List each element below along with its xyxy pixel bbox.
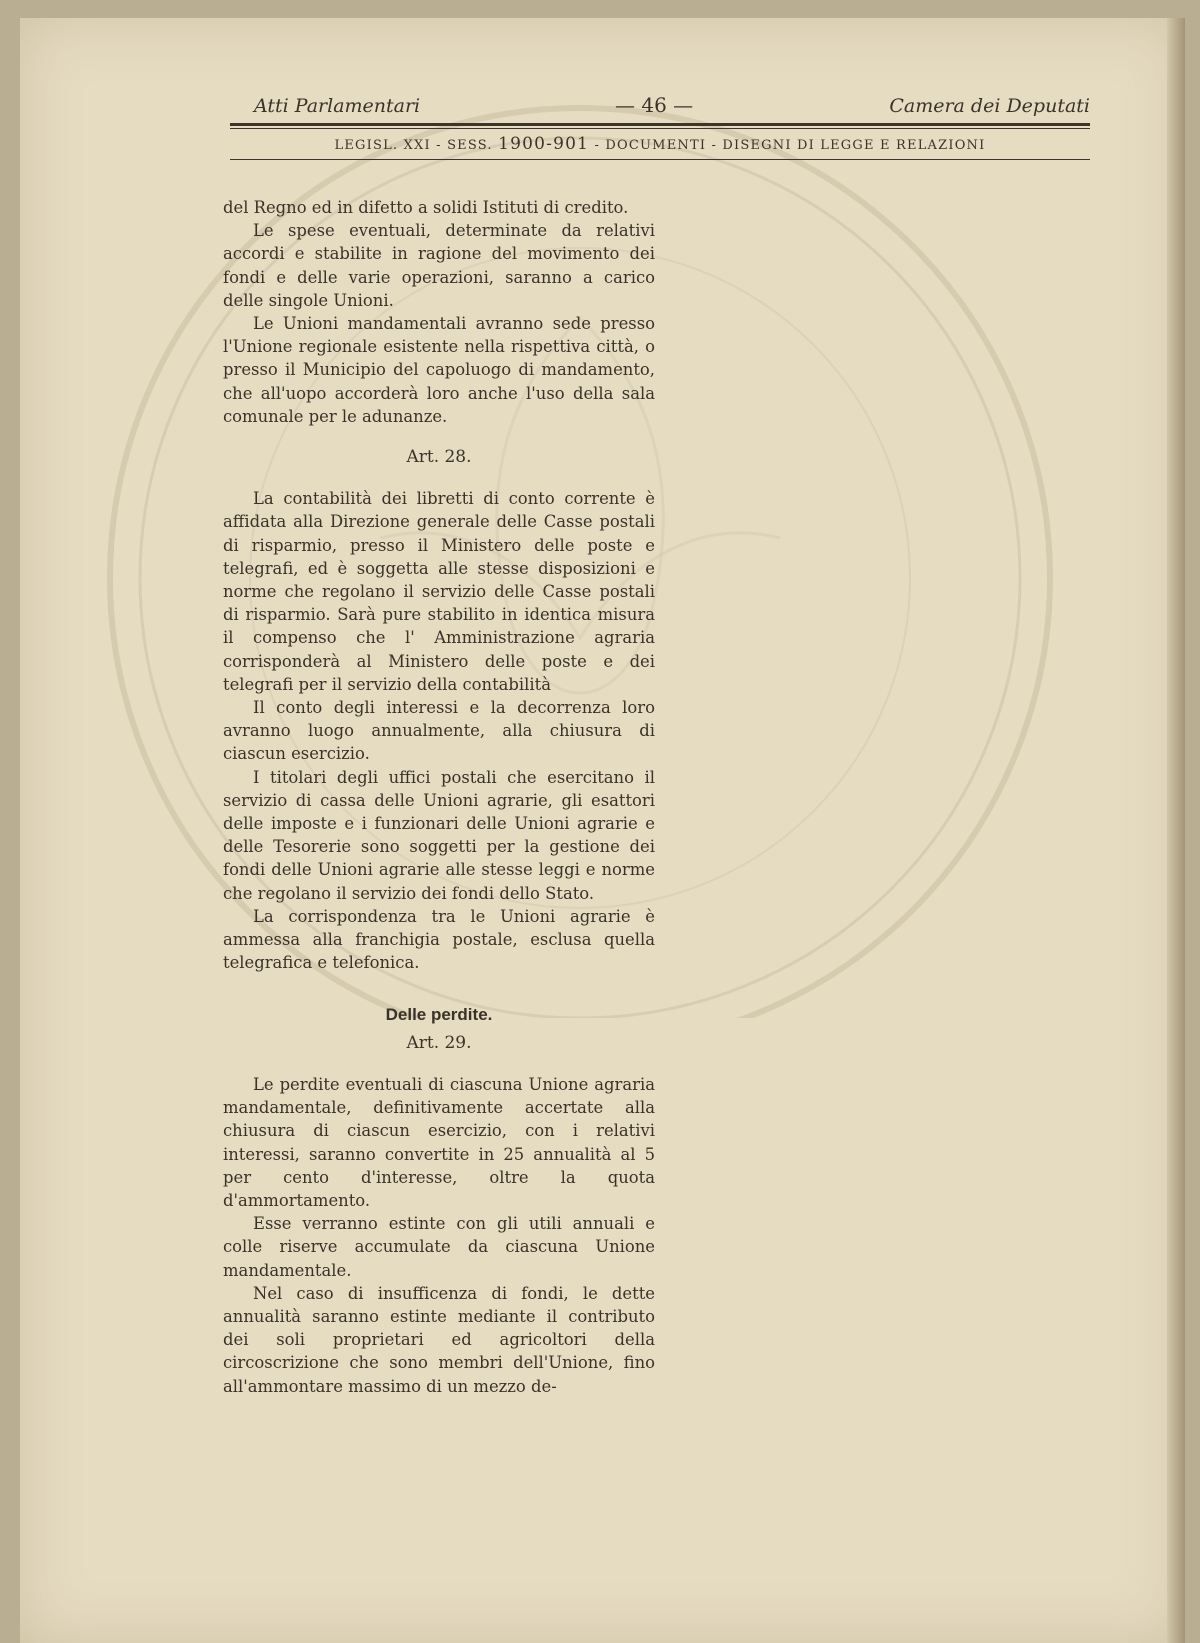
paragraph: Le perdite eventuali di ciascuna Unione agraria mandamentale, definitivamente accertate alla chiusura di ciascun esercizio, con i relativi interessi, saranno convertite in 25 annualità al 5 per cento d'interesse, oltre la quota d'ammortamento. bbox=[223, 1074, 655, 1210]
paragraph: I titolari degli uffici postali che esercitano il servizio di cassa delle Unioni agrarie, gli esattori delle imposte e i funzionari delle Unioni agrarie e delle Tesorerie sono soggetti per la gestione dei fondi delle Unioni agrarie alle stesse leggi e norme che regolano il servizio dei fondi dello Stato. bbox=[223, 767, 655, 903]
page-header bbox=[230, 93, 1090, 160]
legislature-prefix: LEGISL. XXI - SESS. bbox=[334, 138, 493, 153]
paragraph: del Regno ed in difetto a solidi Istituti di credito. bbox=[223, 198, 629, 217]
paragraph: Nel caso di insufficenza di fondi, le dette annualità saranno estinte mediante il contributo dei soli proprietari ed agricoltori della circoscrizione che sono membri dell'Unione, fino all'ammontare massimo di un mezzo de- bbox=[223, 1283, 655, 1396]
document-page bbox=[20, 18, 1185, 1643]
article-heading-28: Art. 28. bbox=[406, 447, 472, 468]
paragraph: Le spese eventuali, determinate da relativi accordi e stabilite in ragione del movimento dei fondi e delle varie operazioni, saranno a carico delle singole Unioni. bbox=[223, 221, 655, 310]
session-years: 1900-901 bbox=[498, 134, 590, 154]
page-binding-edge bbox=[1167, 18, 1185, 1643]
legislature-suffix: - DOCUMENTI - DISEGNI DI LEGGE E RELAZIONI bbox=[594, 138, 986, 153]
article-heading-29: Art. 29. bbox=[406, 1032, 472, 1053]
paragraph: Le Unioni mandamentali avranno sede presso l'Unione regionale esistente nella rispettiva città, o presso il Municipio del capoluogo di mandamento, che all'uopo accorderà loro anche l'uso della sala comunale per le adunanze. bbox=[223, 314, 655, 426]
header-rule-bottom bbox=[230, 159, 1090, 160]
paragraph: La contabilità dei libretti di conto corrente è affidata alla Direzione generale delle Casse postali di risparmio, presso il Ministero delle poste e telegrafi, ed è soggetta alle stesse disposizioni e norme che regolano il servizio delle Casse postali di risparmio. Sarà pure stabilito in identica misura il compenso che l' Amministrazione agraria corrisponderà al Ministero delle poste e dei telegrafi per il servizio della contabilità bbox=[223, 489, 655, 694]
paragraph: La corrispondenza tra le Unioni agrarie è ammessa alla franchigia postale, esclusa quella telegrafica e telefonica. bbox=[223, 906, 655, 973]
paragraph: Il conto degli interessi e la decorrenza loro avranno luogo annualmente, alla chiusura di ciascun esercizio. bbox=[223, 698, 655, 764]
running-head bbox=[230, 93, 1090, 121]
header-left-title: Atti Parlamentari bbox=[254, 95, 421, 117]
legislature-line bbox=[230, 134, 1090, 154]
page-number: — 46 — bbox=[615, 93, 694, 117]
section-title: Delle perdite. bbox=[385, 1004, 493, 1024]
paragraph: Esse verranno estinte con gli utili annuali e colle riserve accumulate da ciascuna Unione mandamentale. bbox=[223, 1214, 655, 1280]
text-column bbox=[223, 196, 655, 1398]
header-rule-thin bbox=[230, 128, 1090, 129]
header-right-title: Camera dei Deputati bbox=[889, 95, 1090, 117]
header-rule-thick bbox=[230, 123, 1090, 126]
